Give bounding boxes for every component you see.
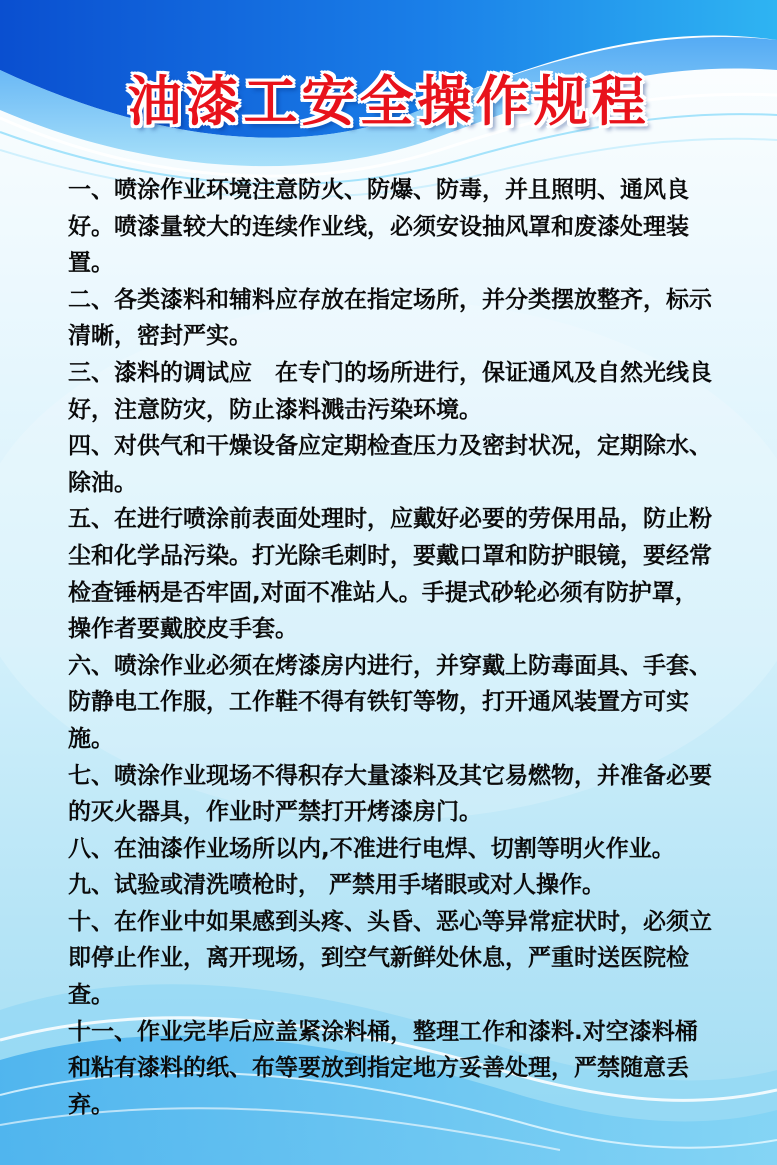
page-title: 油漆工安全操作规程 xyxy=(127,70,650,133)
rule-item: 九、试验或清洗喷枪时， 严禁用手堵眼或对人操作。 xyxy=(68,872,606,899)
rule-item: 一、喷涂作业环境注意防火、防爆、防毒，并且照明、通风良好。喷漆量较大的连续作业线，必须安设抽风罩和废漆处理装置。 xyxy=(68,177,689,277)
rule-item: 四、对供气和干燥设备应定期检查压力及密封状况，定期除水、除油。 xyxy=(68,433,712,496)
rule-item: 七、喷涂作业现场不得积存大量漆料及其它易燃物，并准备必要的灭火器具，作业时严禁打开烤漆房门。 xyxy=(68,762,712,826)
rule-item: 五、在进行喷涂前表面处理时，应戴好必要的劳保用品，防止粉尘和化学品污染。打光除毛刺时，要戴口罩和防护眼镜，要经常检查锤柄是否牢固,对面不准站人。手提式砂轮必须有防护罩，操作者要戴胶皮手套。 xyxy=(68,506,712,643)
rule-item: 三、漆料的调试应 在专门的场所进行，保证通风及自然光线良好，注意防灾，防止漆料溅击污染环境。 xyxy=(68,359,712,423)
rules-list xyxy=(68,172,716,1123)
rule-item: 十一、作业完毕后应盖紧涂料桶，整理工作和漆料.对空漆料桶和粘有漆料的纸、布等要放到指定地方妥善处理，严禁随意丢弃。 xyxy=(68,1018,698,1118)
rule-item: 十、在作业中如果感到头疼、头昏、恶心等异常症状时，必须立即停止作业，离开现场，到空气新鲜处休息，严重时送医院检查。 xyxy=(68,908,712,1009)
rule-item: 二、各类漆料和辅料应存放在指定场所，并分类摆放整齐，标示清晰，密封严实。 xyxy=(68,286,712,350)
rule-item: 六、喷涂作业必须在烤漆房内进行，并穿戴上防毒面具、手套、防静电工作服，工作鞋不得有铁钉等物，打开通风装置方可实施。 xyxy=(68,652,712,752)
rule-item: 八、在油漆作业场所以内,不准进行电焊、切割等明火作业。 xyxy=(68,835,675,862)
